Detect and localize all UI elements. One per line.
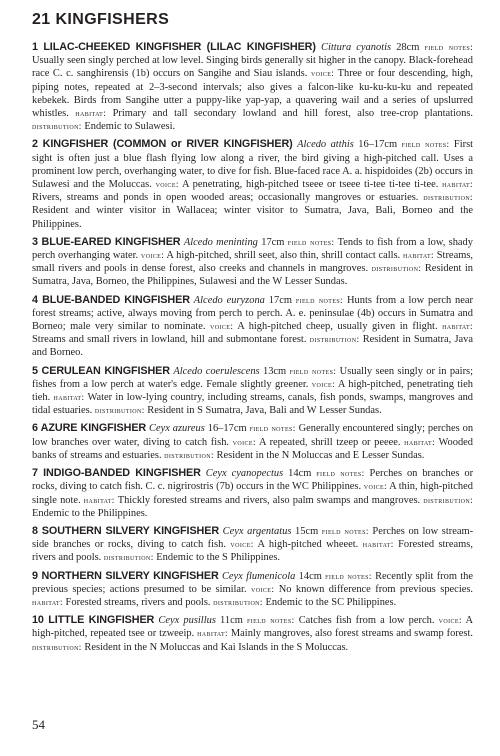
species-heading: 4 BLUE-BANDED KINGFISHER [32,293,190,306]
voice-label: voice: [251,583,275,594]
voice-text: Three or four descending, high, piping notes, repeated at 2–3-second intervals; also gives a falcon-like ku-ku-ku-ku and repeated kebekek. Birds from Sangihe utter a puppy-like yap-yap, a quavering wail and a series of upslurred whistles. [32,68,474,120]
habitat-label: habitat: [197,628,228,639]
distribution-text: Endemic to the S Philippines. [156,552,281,564]
habitat-label: habitat: [442,321,473,332]
species-size: 11cm [220,615,243,627]
voice-label: voice: [140,250,165,261]
distribution-text: Endemic to Sulawesi. [84,121,176,133]
species-size: 17cm [268,294,292,306]
field-notes-text: Generally encountered singly; perches on low branches over water, diving to catch fish. [32,423,474,448]
species-entry [32,365,473,418]
habitat-text: Wooded banks of streams and estuaries. [32,436,474,461]
habitat-label: habitat: [404,436,436,447]
field-notes-label: field notes: [401,139,450,150]
distribution-label: distribution: [32,641,82,652]
habitat-label: habitat: [75,108,107,119]
voice-text: A high-pitched, repeated tsee or tzweeip. [32,615,474,640]
voice-text: A high-pitched wheeet. [257,539,359,551]
distribution-text: Resident in the N Moluccas and Kai Islands in the S Moluccas. [84,641,349,653]
field-notes-text: Perches on branches or rocks, diving to catch fish. C. c. nigrirostris (7b) occurs in the WC Philippines. [32,468,474,493]
field-notes-text: Hunts from a low perch near forest streams; active, always moving from perch to perch. A. e. peninsulae (4b) occurs in Sumatra and Borneo; male very similar to nominate. [32,294,474,333]
species-entry [32,570,473,610]
habitat-label: habitat: [53,392,85,403]
voice-text: A thin, high-pitched single note. [32,481,473,506]
distribution-label: distribution: [213,596,263,607]
species-heading: 10 LITTLE KINGFISHER [32,614,155,627]
species-heading: 7 INDIGO-BANDED KINGFISHER [32,467,201,480]
habitat-text: Mainly mangroves, also forest streams and swamp forest. [230,628,473,640]
distribution-text: Endemic to the SC Philippines. [265,596,397,608]
habitat-text: Forested streams, rivers and pools. [65,596,211,608]
plate-title: 21 KINGFISHERS [32,11,170,28]
voice-text: A repeated, shrill tzeep or peeee. [259,436,401,448]
distribution-label: distribution: [103,552,154,563]
habitat-text: Forested streams, rivers and pools. [32,539,473,564]
distribution-label: distribution: [94,405,145,416]
species-entry [32,41,473,133]
field-notes-label: field notes: [316,468,365,479]
scientific-name: Ceyx azureus [149,423,205,435]
field-notes-label: field notes: [295,294,344,305]
species-size: 16–17cm [358,139,398,151]
distribution-label: distribution: [164,449,214,460]
distribution-label: distribution: [371,263,422,274]
species-entry [32,525,473,565]
habitat-label: habitat: [83,494,115,505]
voice-label: voice: [438,615,462,626]
species-entry [32,467,473,520]
distribution-label: distribution: [423,494,474,505]
species-size: 15cm [295,525,319,537]
field-notes-label: field notes: [321,525,369,536]
habitat-text: Streams and small rivers in lowland, hill and submontane forest. [32,334,307,346]
species-heading: 5 CERULEAN KINGFISHER [32,364,170,377]
voice-text: A high-pitched cheep, usually given in flight. [237,321,438,333]
field-notes-label: field notes: [287,236,335,247]
species-size: 14cm [298,570,322,582]
field-notes-text: Usually seen singly perched at low level. Singing birds generally sit higher in the canopy. Black-forehead race C. c. sanghirensis (1b) occurs on Sangihe and Siau islands. [32,55,473,80]
voice-text: A penetrating, high-pitched tseee or tseee ti-tee ti-tee ti-tee. [182,179,439,191]
species-entry [32,614,473,654]
field-notes-text: Catches fish from a low perch. [298,615,435,627]
distribution-label: distribution: [423,192,473,203]
field-notes-label: field notes: [289,365,337,376]
habitat-text: Streams, small rivers and pools in dense forest, also creeks and channels in mangroves. [32,250,473,275]
voice-label: voice: [363,481,388,492]
habitat-label: habitat: [32,596,63,607]
distribution-text: Resident in S Sumatra, Java, Bali and W Lesser Sundas. [147,405,382,417]
scientific-name: Alcedo euryzona [193,294,265,306]
distribution-text: Endemic to the Philippines. [32,507,148,519]
species-size: 16–17cm [207,423,247,435]
habitat-label: habitat: [362,539,394,550]
field-notes-label: field notes: [424,42,474,52]
field-notes-text: Usually seen singly or in pairs; fishes from a low perch at water's edge. Female slightly greener. [32,365,474,390]
habitat-label: habitat: [403,250,434,261]
scientific-name: Ceyx pusillus [158,615,216,627]
species-heading: 6 AZURE KINGFISHER [32,422,147,435]
scientific-name: Ceyx argentatus [222,525,292,537]
species-entries [32,41,473,654]
voice-label: voice: [310,68,335,79]
field-notes-text: Recently split from the previous species; actions presumed to be similar. [32,570,474,595]
scientific-name: Alcedo atthis [297,139,354,151]
voice-text: No known difference from previous species. [278,583,474,595]
voice-label: voice: [210,321,234,332]
species-heading: 8 SOUTHERN SILVERY KINGFISHER [32,524,220,537]
distribution-text: Resident and winter visitor in Wallacea; winter visitor to Sumatra, Java, Bali, Borneo and the Philippines. [32,205,473,230]
habitat-text: Thickly forested streams and rivers, also palm swamps and mangroves. [117,494,421,506]
distribution-text: Resident in Sumatra, Java, Borneo, the Philippines, Sulawesi and the W Lesser Sundas. [32,263,474,288]
scientific-name: Alcedo meninting [183,236,258,248]
habitat-text: Water in low-lying country, including streams, canals, fish ponds, swamps, mangroves and tidal estuaries. [32,392,474,417]
field-notes-text: Perches on low stream-side branches or rocks, diving to catch fish. [32,525,474,551]
habitat-text: Primary and tall secondary lowland and hill forest, also tree-crop plantations. [112,108,474,120]
species-size: 14cm [288,468,312,480]
voice-label: voice: [155,179,179,190]
field-notes-label: field notes: [325,570,372,581]
page-number: 54 [32,717,45,732]
field-notes-label: field notes: [247,615,295,626]
species-entry [32,294,473,360]
species-size: 13cm [262,365,287,377]
species-heading: 1 LILAC-CHEEKED KINGFISHER (LILAC KINGFISHER) [32,41,316,53]
distribution-text: Resident in Sumatra, Java and Borneo. [32,334,474,359]
habitat-text: Rivers, streams and ponds in open wooded areas; occasionally mangroves or estuaries. [32,192,419,204]
field-notes-label: field notes: [249,423,296,434]
distribution-label: distribution: [32,121,82,132]
species-size: 28cm [396,42,420,53]
habitat-label: habitat: [442,179,473,190]
species-entry [32,138,473,230]
scientific-name: Ceyx cyanopectus [205,468,284,480]
species-heading: 9 NORTHERN SILVERY KINGFISHER [32,569,219,582]
scientific-name: Ceyx flumenicola [221,570,296,582]
species-entry [32,236,473,289]
voice-label: voice: [232,436,256,447]
species-heading: 3 BLUE-EARED KINGFISHER [32,235,181,248]
distribution-label: distribution: [309,334,360,345]
scientific-name: Alcedo coerulescens [173,365,260,377]
species-size: 17cm [261,236,285,248]
distribution-text: Resident in the N Moluccas and E Lesser Sundas. [216,449,425,461]
species-heading: 2 KINGFISHER (COMMON or RIVER KINGFISHER) [32,138,293,151]
voice-text: A high-pitched, shrill seet, also thin, shrill contact calls. [166,250,401,262]
field-notes-text: First sight is often just a blue flash flying low along a river, the bird giving a high-pitched call. Uses a prominent low perch, overhanging water, to dive for fish. Blue-faced race A. a. hispidoides (2b) occurs in Sulawesi and the Moluccas. [32,139,474,191]
voice-text: A high-pitched, penetrating tieh tieh. [32,378,473,404]
voice-label: voice: [311,378,336,389]
voice-label: voice: [230,539,254,550]
species-entry [32,422,473,462]
scientific-name: Cittura cyanotis [321,42,392,53]
field-notes-text: Tends to fish from a low, shady perch overhanging water. [32,236,473,262]
